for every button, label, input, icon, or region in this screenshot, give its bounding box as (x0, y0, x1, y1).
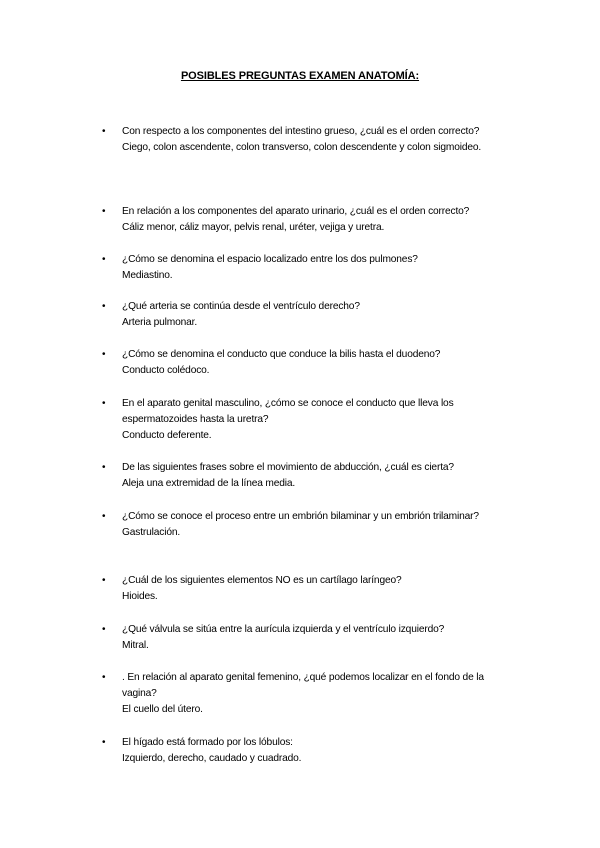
bullet-icon: • (102, 462, 106, 473)
list-item (102, 573, 522, 605)
list-item (102, 622, 522, 654)
question-text: ¿Cómo se denomina el espacio localizado entre los dos pulmones? (122, 254, 418, 265)
bullet-icon: • (102, 575, 106, 586)
list-item (102, 396, 522, 444)
bullet-icon: • (102, 349, 106, 360)
answer-text: Izquierdo, derecho, caudado y cuadrado. (122, 753, 302, 764)
answer-text: Hioides. (122, 591, 158, 602)
answer-text: Cáliz menor, cáliz mayor, pelvis renal, uréter, vejiga y uretra. (122, 222, 385, 233)
answer-text: Arteria pulmonar. (122, 317, 198, 328)
question-text: ¿Cómo se conoce el proceso entre un embrión bilaminar y un embrión trilaminar? (122, 511, 479, 522)
question-text: Con respecto a los componentes del intestino grueso, ¿cuál es el orden correcto? (122, 126, 480, 137)
question-text: . En relación al aparato genital femenino, ¿qué podemos localizar en el fondo de la vagina? (122, 672, 484, 699)
bullet-icon: • (102, 206, 106, 217)
question-text: ¿Cuál de los siguientes elementos NO es un cartílago laríngeo? (122, 575, 402, 586)
bullet-icon: • (102, 126, 106, 137)
question-text: En relación a los componentes del aparato urinario, ¿cuál es el orden correcto? (122, 206, 470, 217)
answer-text: Aleja una extremidad de la línea media. (122, 478, 296, 489)
bullet-icon: • (102, 398, 106, 409)
answer-text: Mitral. (122, 640, 149, 651)
bullet-icon: • (102, 737, 106, 748)
bullet-icon: • (102, 511, 106, 522)
answer-text: Mediastino. (122, 270, 173, 281)
answer-text: Ciego, colon ascendente, colon transverso, colon descendente y colon sigmoideo. (122, 142, 482, 153)
list-item (102, 735, 522, 767)
list-item (102, 204, 522, 236)
answer-text: Conducto deferente. (122, 430, 212, 441)
question-text: En el aparato genital masculino, ¿cómo se conoce el conducto que lleva los espermatozoides hasta la uretra? (122, 398, 454, 425)
bullet-icon: • (102, 624, 106, 635)
list-item (102, 124, 522, 156)
list-item (102, 460, 522, 492)
answer-text: Conducto colédoco. (122, 365, 210, 376)
list-item (102, 299, 522, 331)
answer-text: El cuello del útero. (122, 704, 203, 715)
list-item (102, 347, 522, 379)
answer-text: Gastrulación. (122, 527, 181, 538)
question-text: ¿Cómo se denomina el conducto que conduce la bilis hasta el duodeno? (122, 349, 441, 360)
list-item (102, 252, 522, 284)
question-text: El hígado está formado por los lóbulos: (122, 737, 293, 748)
question-text: ¿Qué válvula se sitúa entre la aurícula izquierda y el ventrículo izquierdo? (122, 624, 445, 635)
page-title: POSIBLES PREGUNTAS EXAMEN ANATOMÍA: (180, 70, 420, 82)
bullet-icon: • (102, 301, 106, 312)
list-item (102, 670, 522, 718)
list-item (102, 509, 522, 541)
bullet-icon: • (102, 254, 106, 265)
question-text: De las siguientes frases sobre el movimiento de abducción, ¿cuál es cierta? (122, 462, 454, 473)
question-text: ¿Qué arteria se continúa desde el ventrículo derecho? (122, 301, 360, 312)
bullet-icon: • (102, 672, 106, 683)
